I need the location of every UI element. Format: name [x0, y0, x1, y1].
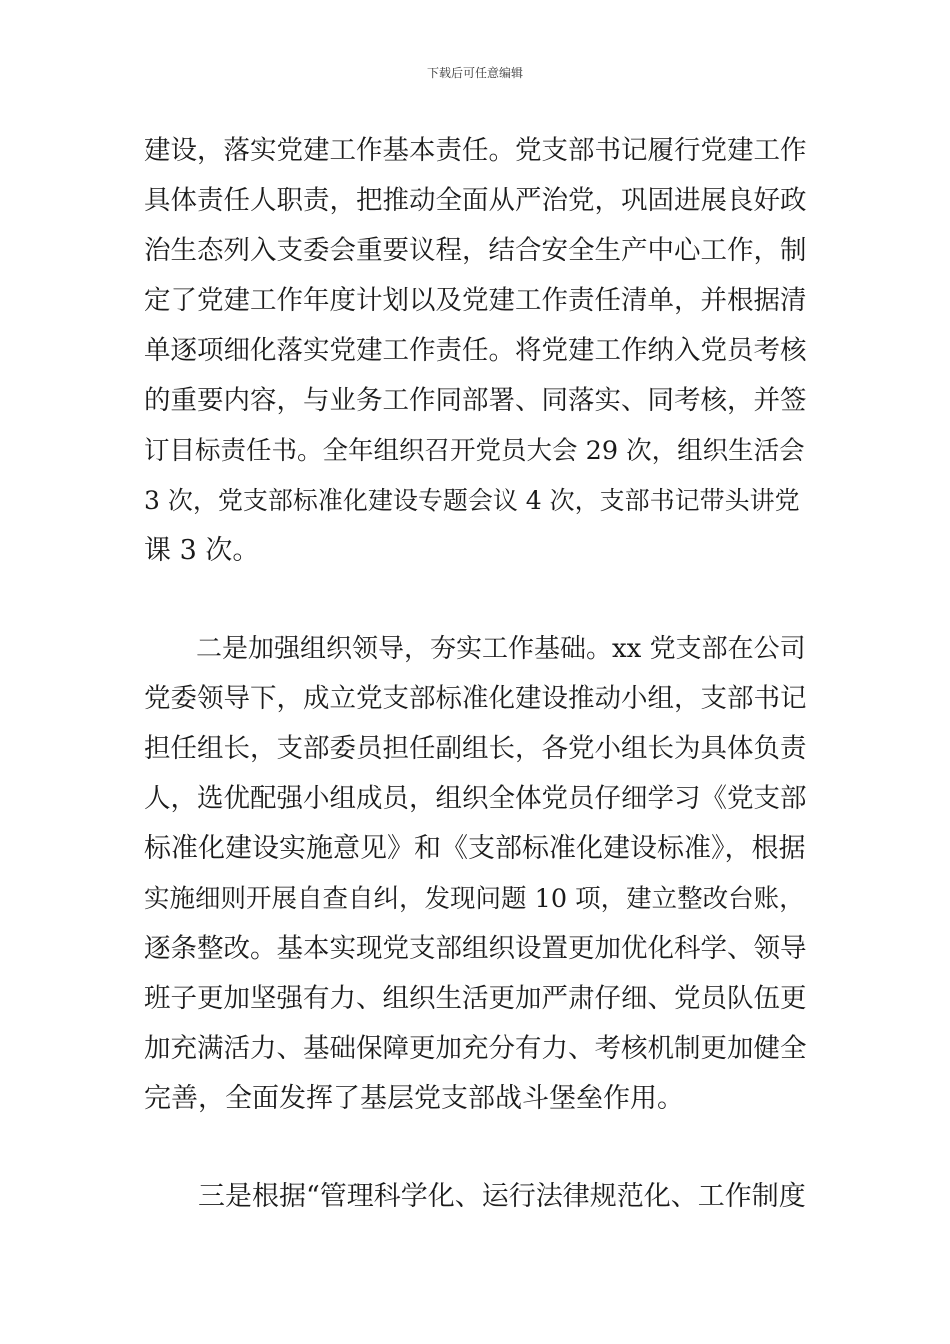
paragraph-1-line-4: 定了党建工作年度计划以及党建工作责任清单，并根据清	[144, 285, 807, 316]
paragraph-2-line-1: 二是加强组织领导，夯实工作基础。xx 党支部在公司	[144, 634, 806, 664]
paragraph-2-line-2: 党委领导下，成立党支部标准化建设推动小组，支部书记	[144, 683, 807, 714]
paragraph-1-line-3: 治生态列入支委会重要议程，结合安全生产中心工作，制	[144, 235, 807, 266]
page-header: 下载后可任意编辑	[426, 66, 523, 80]
paragraph-1-line-8: 3 次，党支部标准化建设专题会议 4 次，支部书记带头讲党	[144, 486, 800, 515]
paragraph-3-line-1: 三是根据“管理科学化、运行法律规范化、工作制度	[144, 1181, 806, 1212]
paragraph-1-line-5: 单逐项细化落实党建工作责任。将党建工作纳入党员考核	[144, 335, 807, 366]
paragraph-2-line-7: 逐条整改。基本实现党支部组织设置更加优化科学、领导	[144, 933, 807, 964]
paragraph-1-line-6: 的重要内容，与业务工作同部署、同落实、同考核，并签	[144, 385, 807, 416]
paragraph-1-line-7: 订目标责任书。全年组织召开党员大会 29 次，组织生活会	[144, 436, 805, 466]
paragraph-1-line-2: 具体责任人职责，把推动全面从严治党，巩固进展良好政	[144, 185, 807, 216]
paragraph-2-line-10: 完善，全面发挥了基层党支部战斗堡垒作用。	[144, 1083, 684, 1114]
paragraph-2-line-6: 实施细则开展自查自纠，发现问题 10 项，建立整改台账，	[144, 884, 805, 914]
paragraph-2-line-9: 加充满活力、基础保障更加充分有力、考核机制更加健全	[144, 1033, 807, 1064]
paragraph-1-line-1: 建设，落实党建工作基本责任。党支部书记履行党建工作	[144, 135, 807, 166]
paragraph-2-line-5: 标准化建设实施意见》和《支部标准化建设标准》，根据	[144, 833, 806, 864]
paragraph-1-line-9: 课 3 次。	[144, 535, 260, 566]
paragraph-2-line-3: 担任组长，支部委员担任副组长，各党小组长为具体负责	[144, 733, 807, 764]
paragraph-2-line-8: 班子更加坚强有力、组织生活更加严肃仔细、党员队伍更	[144, 983, 807, 1014]
paragraph-2-line-4: 人，选优配强小组成员，组织全体党员仔细学习《党支部	[144, 783, 807, 814]
